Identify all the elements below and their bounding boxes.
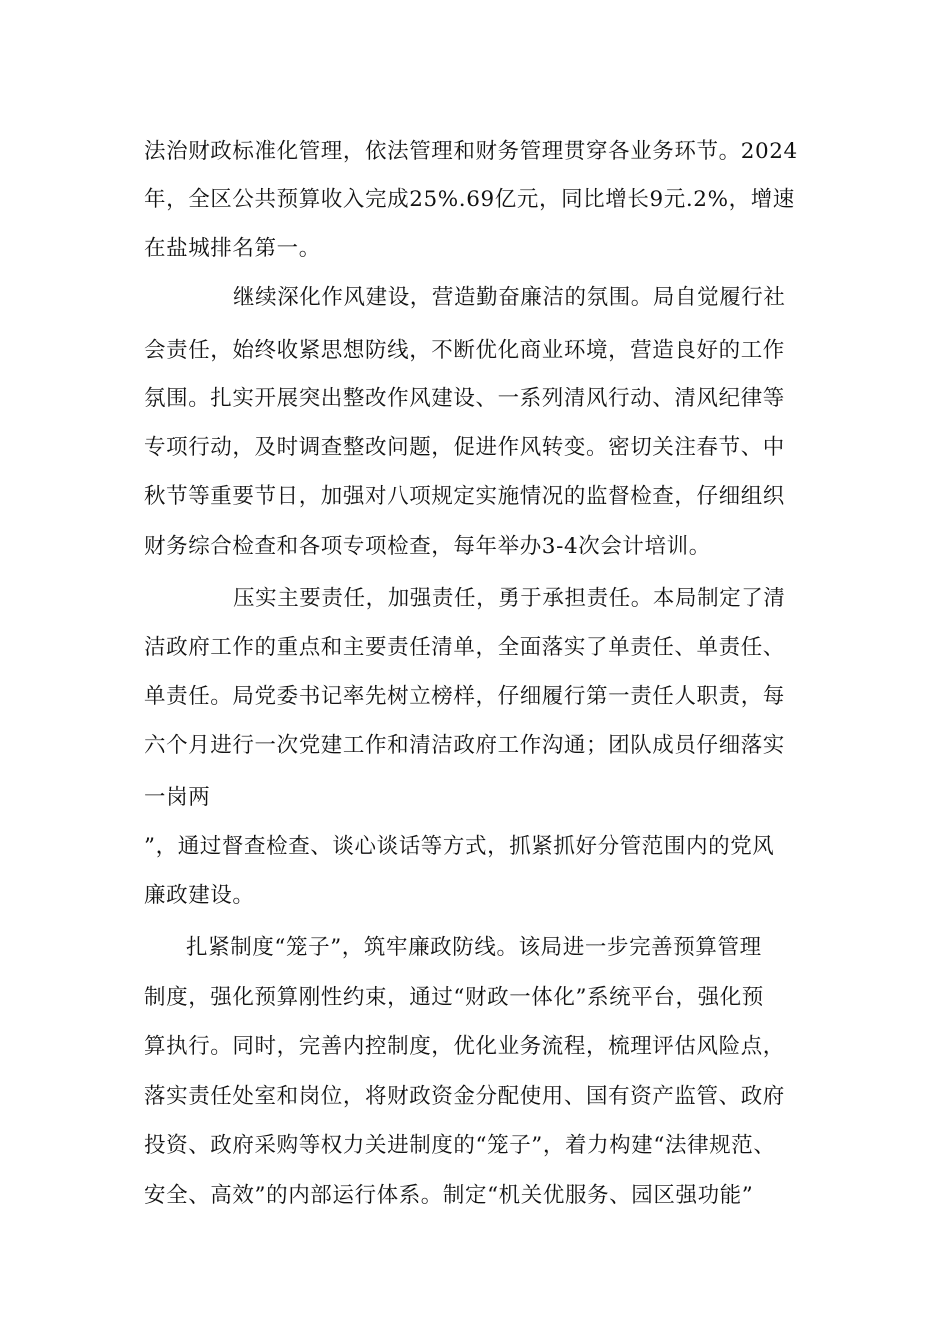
text-line: 在盐城排名第一。 <box>144 236 321 261</box>
text-line: 落实责任处室和岗位，将财政资金分配使用、国有资产监管、政府 <box>144 1084 785 1109</box>
text-line: 廉政建设。 <box>144 883 255 908</box>
paragraph-first-line: 压实主要责任，加强责任，勇于承担责任。本局制定了清 <box>233 586 786 611</box>
text-line: 六个月进行一次党建工作和清洁政府工作沟通；团队成员仔细落实 <box>144 733 785 758</box>
text-line: 安全、高效”的内部运行体系。制定“机关优服务、园区强功能” <box>144 1183 754 1208</box>
paragraph-first-line: 扎紧制度“笼子”，筑牢廉政防线。该局进一步完善预算管理 <box>186 935 762 960</box>
paragraph-first-line: 继续深化作风建设，营造勤奋廉洁的氛围。局自觉履行社 <box>233 285 786 310</box>
text-line: 一岗两 <box>144 785 211 810</box>
text-line: 会责任，始终收紧思想防线，不断优化商业环境，营造良好的工作 <box>144 338 785 363</box>
text-line: 财务综合检查和各项专项检查，每年举办3-4次会计培训。 <box>144 534 711 559</box>
text-line: 单责任。局党委书记率先树立榜样，仔细履行第一责任人职责，每 <box>144 684 785 709</box>
text-line: 算执行。同时，完善内控制度，优化业务流程，梳理评估风险点， <box>144 1034 785 1059</box>
text-line: 秋节等重要节日，加强对八项规定实施情况的监督检查，仔细组织 <box>144 484 785 509</box>
text-line: 制度，强化预算刚性约束，通过“财政一体化”系统平台，强化预 <box>144 985 764 1010</box>
text-line: 法治财政标准化管理，依法管理和财务管理贯穿各业务环节。2024 <box>144 139 798 164</box>
text-line: ”，通过督查检查、谈心谈话等方式，抓紧抓好分管范围内的党风 <box>144 834 775 859</box>
text-line: 洁政府工作的重点和主要责任清单，全面落实了单责任、单责任、 <box>144 635 785 660</box>
text-line: 年，全区公共预算收入完成25%.69亿元，同比增长9元.2%，增速 <box>144 187 795 212</box>
text-line: 专项行动，及时调查整改问题，促进作风转变。密切关注春节、中 <box>144 435 785 460</box>
text-line: 投资、政府采购等权力关进制度的“笼子”，着力构建“法律规范、 <box>144 1133 776 1158</box>
text-line: 氛围。扎实开展突出整改作风建设、一系列清风行动、清风纪律等 <box>144 386 785 411</box>
